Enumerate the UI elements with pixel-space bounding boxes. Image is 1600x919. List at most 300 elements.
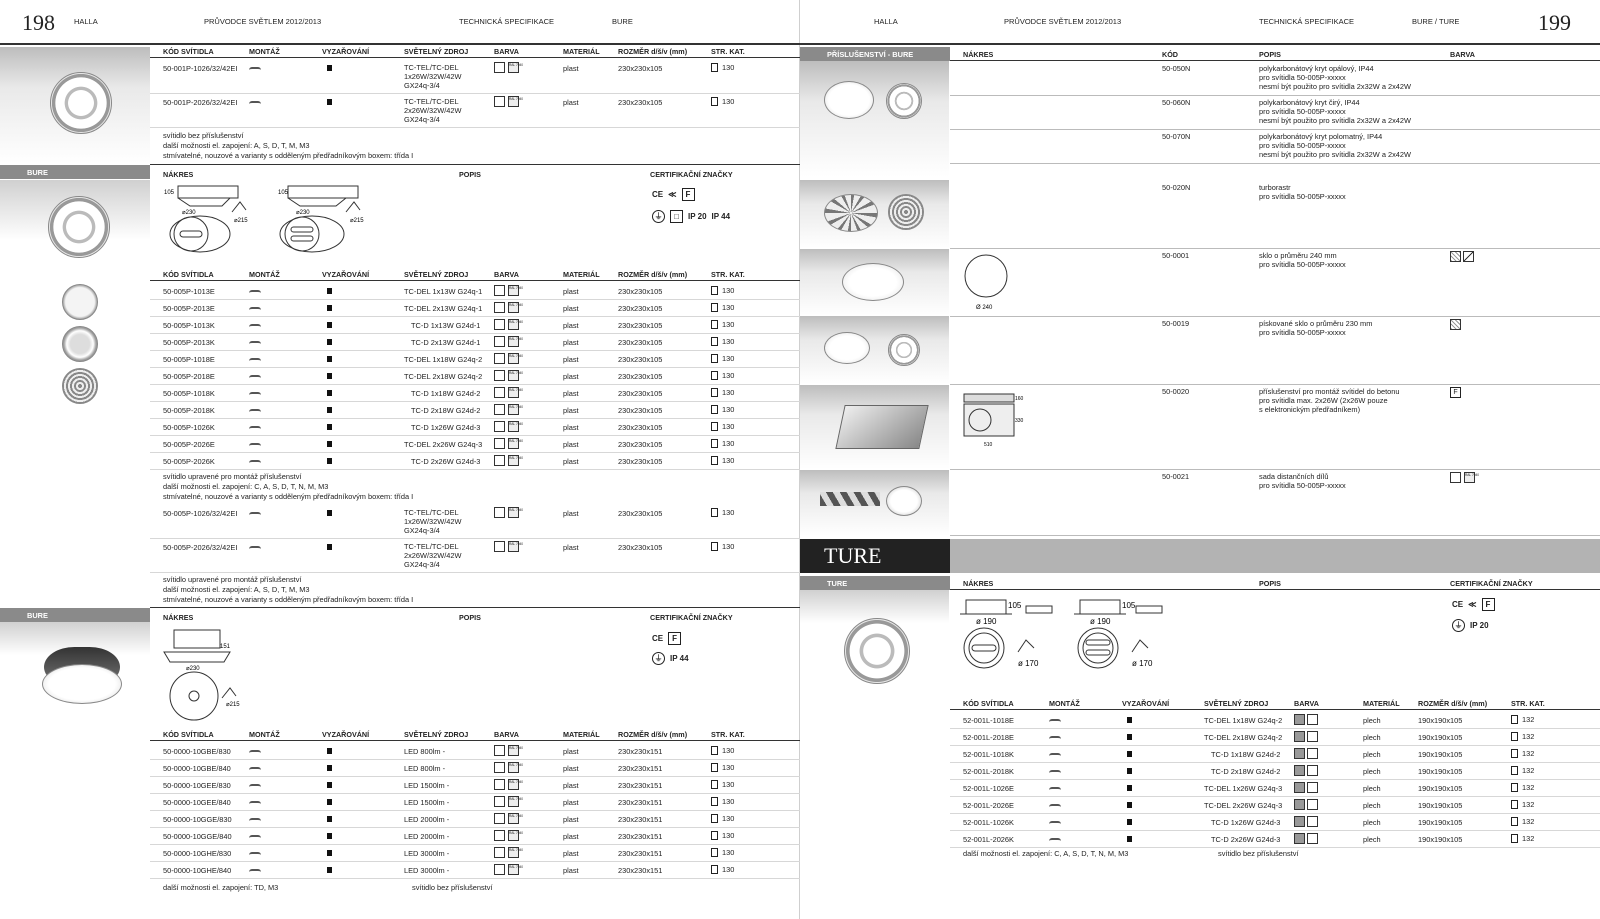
material: plech [1363, 801, 1381, 810]
accessory-description-line: pro svítidla max. 2x26W (2x26W pouze [1259, 396, 1388, 405]
dimensions: 230x230x105 [618, 423, 663, 432]
material: plast [563, 338, 579, 347]
white-swatch [494, 847, 505, 858]
enec-icon: ≪ [1468, 599, 1477, 609]
document-icon [711, 388, 718, 397]
acc-code-header: KÓD [1162, 50, 1178, 59]
accessory-code: 50-0019 [1162, 319, 1190, 328]
white-swatch [494, 762, 505, 773]
material: plast [563, 832, 579, 841]
column-header: STR. KAT. [711, 270, 745, 279]
light-source: TC-D 1x26W G24d-3 [411, 423, 481, 432]
emission-icon [327, 372, 332, 381]
mounting-icon [249, 865, 261, 874]
catalog-page-number: 132 [1522, 834, 1535, 843]
cover-photo [824, 81, 874, 119]
dimensions: 230x230x105 [618, 98, 663, 107]
accessory-code: 50-0021 [1162, 472, 1190, 481]
document-icon [711, 456, 718, 465]
table-row [150, 453, 800, 470]
dimensions: 230x230x105 [618, 304, 663, 313]
acc-thumb-spacers [800, 470, 949, 536]
dimensions: 230x230x151 [618, 866, 663, 875]
mounting-icon [249, 388, 261, 397]
color-swatches [1294, 748, 1318, 759]
product-code: 50-0000-10GGE/830 [163, 815, 232, 824]
material: plast [563, 423, 579, 432]
material: plech [1363, 835, 1381, 844]
column-header: MONTÁŽ [249, 270, 280, 279]
column-header: ROZMĚR d/š/v (mm) [1418, 699, 1488, 708]
mounting-icon [249, 763, 261, 772]
mounting-icon [249, 508, 261, 517]
color-swatches [1294, 816, 1318, 827]
material: plast [563, 798, 579, 807]
note-line: stmívatelné, nouzové a varianty s odděleným předřadníkovým boxem: třída I [163, 492, 414, 501]
acc-header-rule [950, 60, 1600, 61]
catalog-page-number: 132 [1522, 800, 1535, 809]
turborastr-photo [824, 194, 878, 232]
section-rule [150, 164, 800, 165]
table-row [950, 797, 1600, 814]
emission-icon [327, 747, 332, 756]
light-source: LED 2000lm - [404, 832, 450, 841]
nakres-header: NÁKRES [163, 170, 194, 179]
ral-swatch: RAL 7040 [508, 319, 519, 330]
catalog-page [711, 456, 734, 466]
catalog-page-number: 132 [1522, 817, 1535, 826]
dim-cutout: ⌀215 [226, 702, 240, 708]
white-swatch [494, 541, 505, 552]
lamp-photo [50, 72, 112, 134]
mounting-icon [249, 422, 261, 431]
dimensions: 230x230x151 [618, 815, 663, 824]
accessory-description-line: pro svítidla 50-005P-xxxxx [1259, 192, 1346, 201]
catalog-page [1511, 732, 1534, 742]
technical-drawing-bure [160, 182, 390, 256]
ture-title: TURE [800, 539, 950, 573]
mounting-icon [249, 354, 261, 363]
ture-title-bar [950, 539, 1600, 573]
acc-thumb-covers [800, 61, 949, 177]
product-code: 50-0000-10GEE/830 [163, 781, 231, 790]
document-icon [1511, 834, 1518, 843]
product-code: 50-0000-10GHE/840 [163, 866, 232, 875]
column-header: MATERIÁL [563, 47, 600, 56]
emission-icon [1127, 818, 1132, 827]
acc-section-label: PŘÍSLUŠENSTVÍ - BURE [800, 47, 950, 61]
ture-lamp-photo [844, 618, 910, 684]
dimensions: 190x190x105 [1418, 733, 1463, 742]
color-swatches [494, 847, 524, 858]
cert-marks-led [652, 632, 686, 645]
ral-swatch: RAL 7040 [508, 336, 519, 347]
catalog-page [711, 422, 734, 432]
material: plast [563, 64, 579, 73]
accessory-description [1259, 98, 1411, 125]
white-swatch [1450, 472, 1461, 483]
accessory-description-line: s elektronickým předřadníkem) [1259, 405, 1361, 414]
right-section: TECHNICKÁ SPECIFIKACE [1259, 17, 1355, 26]
ture-note-accessories: svítidlo bez příslušenství [1218, 849, 1299, 858]
catalog-page-number: 130 [722, 814, 735, 823]
color-swatches [494, 830, 524, 841]
lamp-variant-clear [62, 326, 98, 362]
ral-swatch: RAL 7040 [508, 353, 519, 364]
ral-swatch: RAL 7040 [508, 507, 519, 518]
light-source: TC-DEL 2x18W G24q-2 [404, 372, 483, 381]
column-header: VYZAŘOVÁNÍ [322, 47, 370, 56]
dimensions: 230x230x105 [618, 543, 663, 552]
product-code: 50-005P-2013E [163, 304, 215, 313]
white-swatch [1307, 714, 1318, 725]
accessory-description [1259, 251, 1346, 269]
light-source: TC-DEL 2x26W G24q-3 [1204, 801, 1283, 810]
catalog-page-number: 132 [1522, 715, 1535, 724]
material: plech [1363, 750, 1381, 759]
table-row [150, 283, 800, 300]
column-header: ROZMĚR d/š/v (mm) [618, 730, 688, 739]
table-row [950, 729, 1600, 746]
emission-icon [327, 287, 332, 296]
light-source: TC-D 2x18W G24d-2 [411, 406, 481, 415]
acc-thumb-turborastr [800, 180, 949, 248]
ral-swatch: RAL 7040 [1464, 472, 1475, 483]
accessory-description [1259, 472, 1346, 490]
color-swatches [494, 541, 524, 552]
material: plast [563, 815, 579, 824]
catalog-page-number: 130 [722, 797, 735, 806]
acc-nakres-header: NÁKRES [963, 50, 994, 59]
color-swatches [494, 864, 524, 875]
column-header: MONTÁŽ [249, 47, 280, 56]
emission-icon [1127, 750, 1132, 759]
document-icon [711, 286, 718, 295]
light-source: LED 1500lm - [404, 781, 450, 790]
material: plast [563, 509, 579, 518]
material: plast [563, 304, 579, 313]
table-row [150, 368, 800, 385]
ral-swatch: RAL 7040 [508, 370, 519, 381]
catalog-page [711, 542, 734, 552]
box-dim-w: 330 [1015, 418, 1024, 424]
accessory-description-line: pískované sklo o průměru 230 mm [1259, 319, 1373, 328]
color-swatches [494, 96, 524, 107]
dimensions: 230x230x105 [618, 355, 663, 364]
emission-icon [327, 849, 332, 858]
product-thumb-bure-2 [0, 180, 150, 420]
table-row [150, 436, 800, 453]
document-icon [711, 797, 718, 806]
catalog-page-number: 130 [722, 286, 735, 295]
dimensions: 230x230x105 [618, 457, 663, 466]
gray-swatch [1294, 816, 1305, 827]
emission-icon [327, 423, 332, 432]
cert-marks-bure [652, 188, 700, 201]
gray-swatch [1294, 714, 1305, 725]
light-source: TC-DEL 1x26W G24q-3 [1204, 784, 1283, 793]
accessory-code: 50-020N [1162, 183, 1191, 192]
lamp-photo [48, 196, 110, 258]
color-swatches [494, 404, 524, 415]
dimensions: 230x230x151 [618, 747, 663, 756]
catalog-page [1511, 800, 1534, 810]
table-row [150, 334, 800, 351]
color-swatches [494, 455, 524, 466]
catalog-page [711, 337, 734, 347]
dimensions: 190x190x105 [1418, 818, 1463, 827]
accessory-code: 50-070N [1162, 132, 1191, 141]
material: plast [563, 287, 579, 296]
document-icon [711, 780, 718, 789]
product-code: 50-0000-10GEE/840 [163, 798, 231, 807]
accessory-code: 50-0001 [1162, 251, 1190, 260]
column-header: KÓD SVÍTIDLA [163, 270, 214, 279]
product-code: 50-005P-1018E [163, 355, 215, 364]
document-icon [1511, 817, 1518, 826]
product-code: 52-001L-2018E [963, 733, 1014, 742]
product-code: 50-001P-1026/32/42EI [163, 64, 238, 73]
catalog-page [1511, 749, 1534, 759]
column-header: BARVA [494, 730, 519, 739]
light-source: LED 3000lm - [404, 866, 450, 875]
note-line: další možnosti el. zapojení: A, S, D, T, M, M3 [163, 141, 310, 150]
product-code: 52-001L-2026E [963, 801, 1014, 810]
product-code: 50-005P-2013K [163, 338, 215, 347]
catalog-page-number: 130 [722, 303, 735, 312]
material: plech [1363, 767, 1381, 776]
color-swatches [1294, 731, 1318, 742]
ral-swatch: RAL 7040 [508, 302, 519, 313]
accessory-description [1259, 319, 1372, 337]
mounting-icon [249, 97, 261, 106]
accessory-description-line: sada distančních dílů [1259, 472, 1329, 481]
catalog-page [711, 865, 734, 875]
accessory-description-line: sklo o průměru 240 mm [1259, 251, 1337, 260]
document-icon [1511, 732, 1518, 741]
light-source-line: GX24q-3/4 [404, 560, 440, 569]
emission-icon [327, 509, 332, 518]
column-header: MONTÁŽ [1049, 699, 1080, 708]
material: plech [1363, 784, 1381, 793]
acc-thumb-glass [800, 249, 949, 315]
product-code: 50-005P-1013K [163, 321, 215, 330]
table-row [150, 777, 800, 794]
catalog-page-number: 130 [722, 354, 735, 363]
catalog-page [711, 439, 734, 449]
table-row [150, 845, 800, 862]
color-swatches [494, 745, 524, 756]
f-mark-icon: F [668, 632, 681, 645]
emission-icon [327, 338, 332, 347]
table-row [150, 300, 800, 317]
color-swatches [1294, 799, 1318, 810]
lamp-photo [886, 486, 922, 516]
ral-swatch: RAL 7040 [508, 285, 519, 296]
accessory-color [1450, 472, 1480, 483]
light-source: TC-DEL 1x18W G24q-2 [1204, 716, 1283, 725]
class-earth-icon: ⏚ [652, 652, 665, 665]
ip-rating: IP 20 [688, 211, 707, 221]
column-header: VYZAŘOVÁNÍ [322, 270, 370, 279]
ture-dim-cut: ø 170 [1018, 659, 1039, 668]
catalog-page-number: 132 [1522, 732, 1535, 741]
accessory-description-line: pro svítidla 50-005P-xxxxx [1259, 328, 1346, 337]
document-icon [1511, 800, 1518, 809]
table-row [950, 763, 1600, 780]
white-swatch [494, 745, 505, 756]
emission-icon [1127, 784, 1132, 793]
table-row [950, 814, 1600, 831]
color-swatches [494, 285, 524, 296]
white-swatch [494, 779, 505, 790]
accessory-color [1450, 251, 1474, 262]
mounting-icon [249, 320, 261, 329]
table-header-row [150, 45, 800, 58]
catalog-page [711, 405, 734, 415]
popis-header: POPIS [459, 170, 481, 179]
dim-height: 151 [220, 644, 231, 650]
light-source: LED 800lm - [404, 764, 446, 773]
accessory-description-line: nesmí být použito pro svítidla 2x32W a 2x42W [1259, 116, 1411, 125]
table-row [150, 828, 800, 845]
gray-swatch [1294, 799, 1305, 810]
material: plech [1363, 818, 1381, 827]
ture-header-rule [950, 589, 1600, 590]
dimensions: 230x230x105 [618, 64, 663, 73]
material: plech [1363, 733, 1381, 742]
accessory-description-line: pro svítidla 50-005P-xxxxx [1259, 481, 1346, 490]
color-swatches [494, 813, 524, 824]
catalog-page-number: 130 [722, 63, 735, 72]
dimensions: 230x230x105 [618, 287, 663, 296]
technical-drawing-led [160, 626, 260, 722]
dimensions: 230x230x105 [618, 338, 663, 347]
dimensions: 230x230x105 [618, 440, 663, 449]
light-source: LED 1500lm - [404, 798, 450, 807]
mounting-icon [249, 746, 261, 755]
ce-icon: CE [652, 189, 664, 199]
emission-icon [327, 64, 332, 73]
material: plast [563, 98, 579, 107]
product-code: 50-005P-2018K [163, 406, 215, 415]
table-row [150, 317, 800, 334]
column-header: MONTÁŽ [249, 730, 280, 739]
catalog-page [711, 388, 734, 398]
catalog-page-number: 130 [722, 97, 735, 106]
document-icon [1511, 749, 1518, 758]
gray-swatch [1294, 782, 1305, 793]
mounting-icon [1049, 800, 1061, 809]
catalog-page [1511, 834, 1534, 844]
note-line: svítidlo upravené pro montáž příslušenství [163, 575, 302, 584]
accessory-description [1259, 387, 1400, 414]
white-swatch [494, 96, 505, 107]
table-row [950, 831, 1600, 848]
light-source-line: TC-TEL/TC-DEL [404, 542, 459, 551]
ce-icon: CE [1452, 599, 1464, 609]
glass-photo [842, 263, 904, 301]
emission-icon [327, 781, 332, 790]
left-family: BURE [612, 17, 633, 26]
right-guide: PRŮVODCE SVĚTLEM 2012/2013 [1004, 17, 1122, 26]
ture-section-label: TURE [800, 576, 950, 590]
product-code: 52-001L-1018K [963, 750, 1014, 759]
acc-desc-header: POPIS [1259, 50, 1281, 59]
gray-swatch [1294, 833, 1305, 844]
catalog-page-number: 132 [1522, 749, 1535, 758]
ture-dim-h: 105 [1008, 601, 1022, 610]
table-header-row [150, 268, 800, 281]
emission-icon [1127, 733, 1132, 742]
white-swatch [494, 507, 505, 518]
catalog-page [711, 508, 734, 518]
white-swatch [494, 438, 505, 449]
emission-icon [327, 440, 332, 449]
table-row [150, 743, 800, 760]
document-icon [711, 422, 718, 431]
ce-icon: CE [652, 633, 664, 643]
section-label-bure: BURE [0, 165, 150, 179]
emission-icon [327, 321, 332, 330]
mounting-icon [249, 797, 261, 806]
column-header: SVĚTELNÝ ZDROJ [404, 270, 469, 279]
mounting-icon [249, 286, 261, 295]
accessory-row [950, 385, 1600, 470]
dim-height: 105 [164, 190, 175, 196]
spacers-photo [820, 492, 880, 506]
note-line: další možnosti el. zapojení: C, A, S, D, T, N, M, M3 [163, 482, 329, 491]
catalog-page-number: 130 [722, 439, 735, 448]
catalog-page [711, 797, 734, 807]
right-brand: HALLA [874, 17, 898, 26]
ral-swatch: RAL 7040 [508, 541, 519, 552]
accessory-description [1259, 132, 1411, 159]
left-section: TECHNICKÁ SPECIFIKACE [459, 17, 555, 26]
white-swatch [494, 319, 505, 330]
catalog-page [711, 831, 734, 841]
enec-icon: ≪ [668, 189, 677, 199]
material: plast [563, 764, 579, 773]
document-icon [711, 763, 718, 772]
emission-icon [327, 866, 332, 875]
catalog-page [711, 763, 734, 773]
light-source-line: 1x26W/32W/42W [404, 517, 462, 526]
column-header: BARVA [494, 270, 519, 279]
right-family: BURE / TURE [1412, 17, 1460, 26]
mounting-icon [249, 371, 261, 380]
mounting-icon [249, 439, 261, 448]
light-source: TC-D 2x26W G24d-3 [1211, 835, 1281, 844]
column-header: SVĚTELNÝ ZDROJ [404, 47, 469, 56]
white-swatch [1307, 799, 1318, 810]
material: plast [563, 372, 579, 381]
table-row [150, 385, 800, 402]
column-header: ROZMĚR d/š/v (mm) [618, 270, 688, 279]
catalog-page [1511, 783, 1534, 793]
column-header: BARVA [1294, 699, 1319, 708]
table-row [150, 505, 800, 539]
document-icon [711, 439, 718, 448]
white-swatch [494, 404, 505, 415]
table-row [950, 780, 1600, 797]
emission-icon [327, 98, 332, 107]
ral-swatch: RAL 7040 [508, 796, 519, 807]
acc-color-header: BARVA [1450, 50, 1475, 59]
catalog-page [711, 63, 734, 73]
accessory-description-line: turborastr [1259, 183, 1291, 192]
accessory-row [950, 130, 1600, 164]
